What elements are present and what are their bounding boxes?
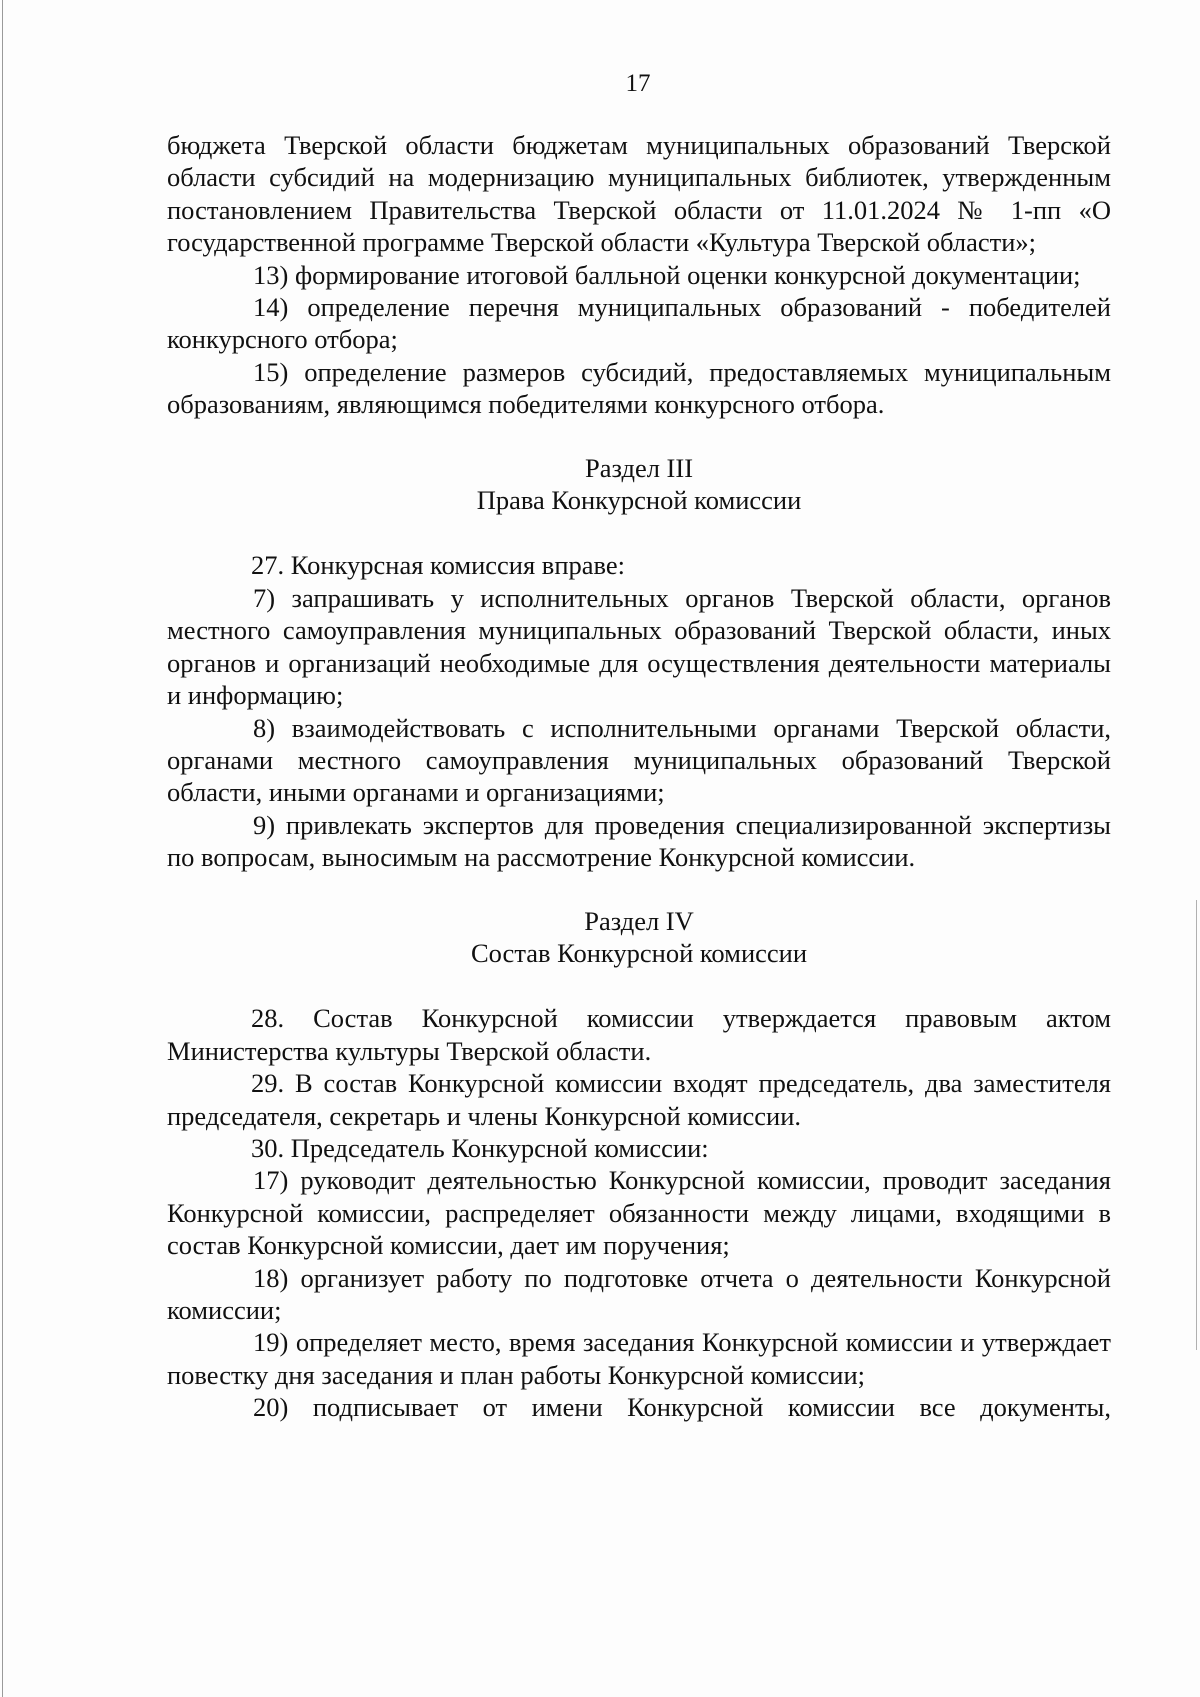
section-spacer — [167, 421, 1111, 452]
paragraph-item-30: 30. Председатель Конкурсной комиссии: — [251, 1132, 709, 1163]
section-spacer — [167, 874, 1111, 905]
paragraph-intro-continuation: бюджета Тверской области бюджетам муниципальных образований Тверской области субсидий на модернизацию муниципальных библиотек, утвержденным постановлением Правительства Тверской области от 11.01.2024 № 1-пп «О государственной программе Тверской области «Культура Тверской области»; — [167, 130, 1111, 258]
section-3-title: Права Конкурсной комиссии — [476, 485, 802, 516]
scan-edge-right — [1196, 900, 1197, 1350]
paragraph-item-17: 17) руководит деятельностью Конкурсной комиссии, проводит заседания Конкурсной комиссии, распределяет обязанности между лицами, входящими в состав Конкурсной комиссии, дает им поручения; — [167, 1165, 1111, 1261]
paragraph-item-13: 13) формирование итоговой балльной оценки конкурсной документации; — [253, 259, 1081, 290]
paragraph-item-15: 15) определение размеров субсидий, предоставляемых муниципальным образованиям, являющимся победителями конкурсного отбора. — [167, 356, 1111, 420]
paragraph-item-20: 20) подписывает от имени Конкурсной комиссии все документы, — [253, 1392, 1111, 1423]
paragraph-item-8: 8) взаимодействовать с исполнительными органами Тверской области, органами местного самоуправления муниципальных образований Тверской области, иными органами и организациями; — [167, 712, 1111, 808]
paragraph-item-7: 7) запрашивать у исполнительных органов Тверской области, органов местного самоуправления муниципальных образований Тверской области, иных органов и организаций необходимые для осуществления деятельности материалы и информацию; — [167, 582, 1111, 711]
section-4-title: Состав Конкурсной комиссии — [470, 937, 808, 968]
section-4-heading: Раздел IV — [584, 905, 694, 936]
paragraph-item-18: 18) организует работу по подготовке отчета о деятельности Конкурсной комиссии; — [167, 1262, 1111, 1325]
paragraph-item-9: 9) привлекать экспертов для проведения специализированной экспертизы по вопросам, выносимым на рассмотрение Конкурсной комиссии. — [167, 809, 1111, 873]
paragraph-item-28: 28. Состав Конкурсной комиссии утверждается правовым актом Министерства культуры Тверской области. — [167, 1003, 1111, 1066]
page-number: 17 — [625, 70, 651, 97]
section-3-heading: Раздел III — [584, 452, 694, 483]
paragraph-item-27: 27. Конкурсная комиссия вправе: — [251, 550, 625, 581]
document-body — [167, 129, 1111, 1424]
section-spacer — [167, 516, 1111, 549]
paragraph-item-19: 19) определяет место, время заседания Конкурсной комиссии и утверждает повестку дня заседания и план работы Конкурсной комиссии; — [167, 1327, 1111, 1390]
scan-edge-left — [2, 0, 3, 1697]
paragraph-item-29: 29. В состав Конкурсной комиссии входят председатель, два заместителя председателя, секретарь и члены Конкурсной комиссии. — [167, 1068, 1111, 1131]
section-spacer — [167, 969, 1111, 1002]
paragraph-item-14: 14) определение перечня муниципальных образований - победителей конкурсного отбора; — [167, 292, 1111, 355]
